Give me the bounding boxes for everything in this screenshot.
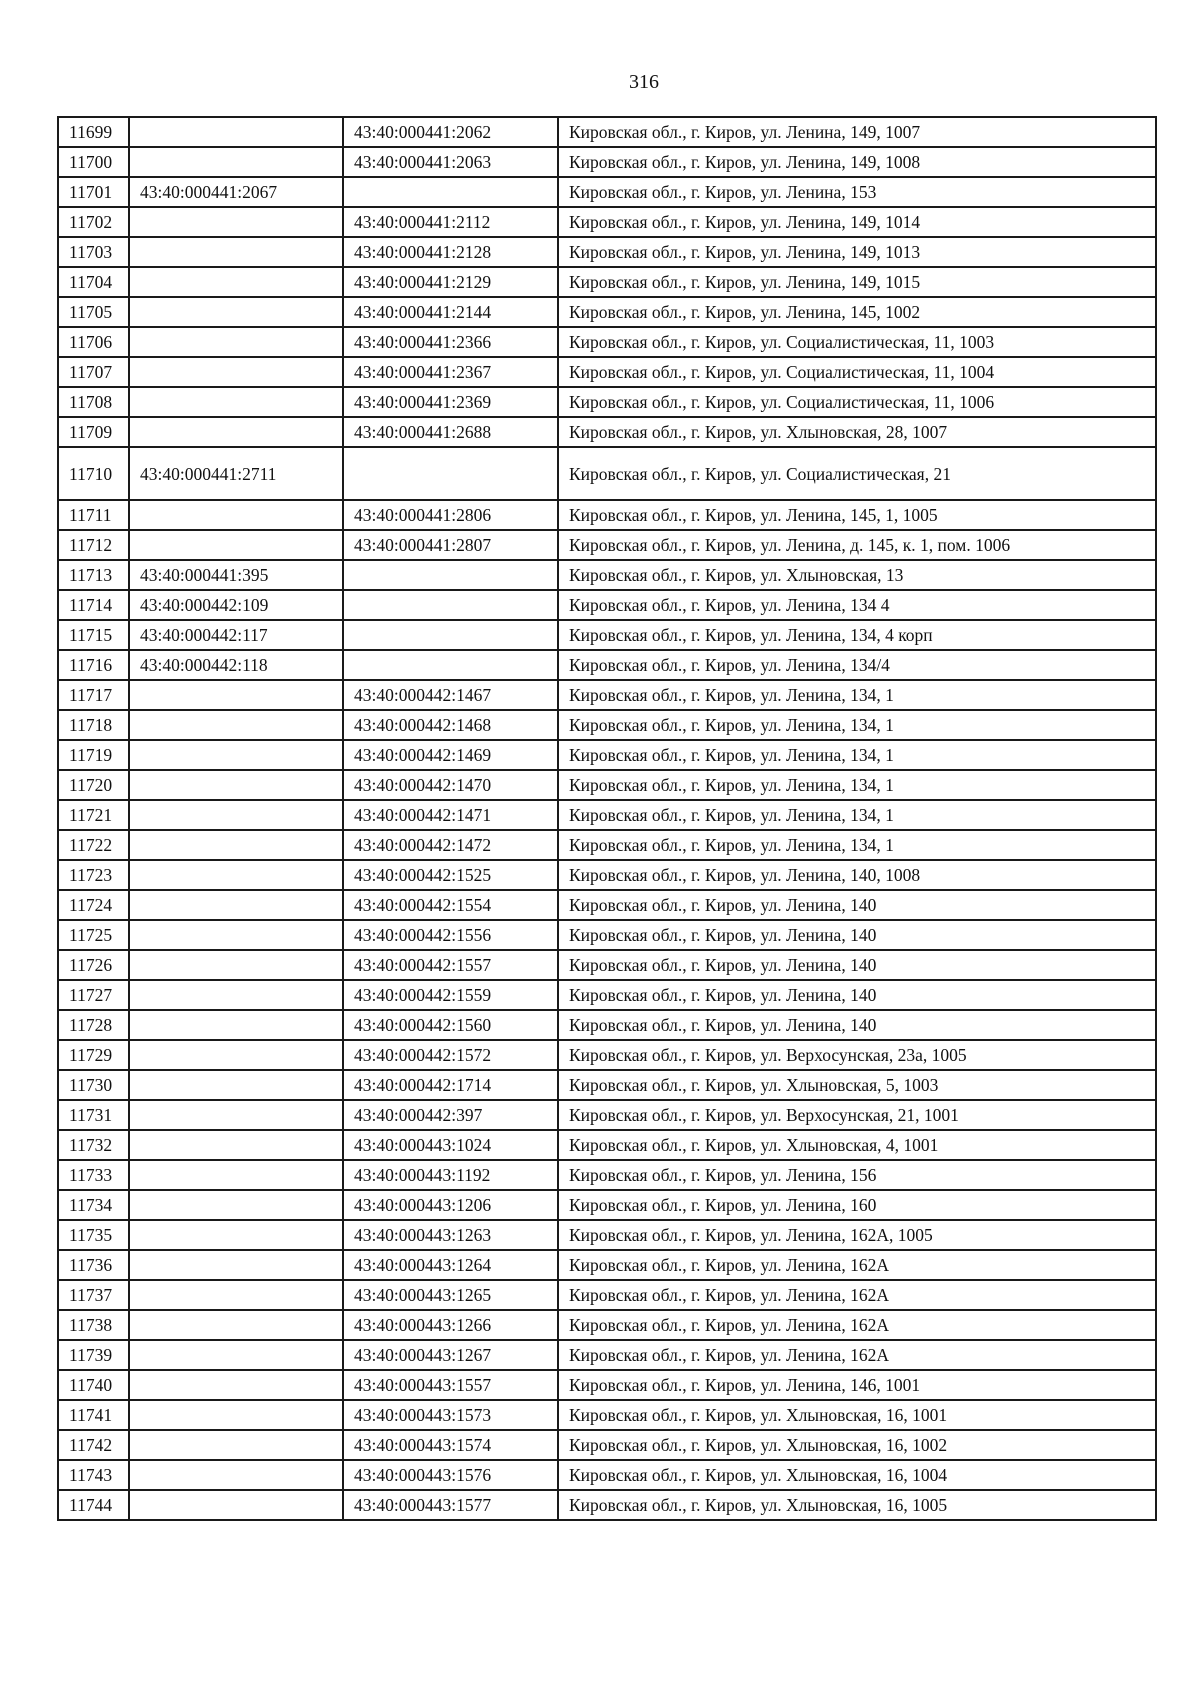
cell-cadastral-land	[129, 500, 343, 530]
cell-address: Кировская обл., г. Киров, ул. Ленина, 134, 1	[558, 680, 1156, 710]
cell-cadastral-land	[129, 1280, 343, 1310]
cell-address: Кировская обл., г. Киров, ул. Ленина, 149, 1008	[558, 147, 1156, 177]
table-row	[58, 1400, 1156, 1430]
table-row	[58, 1490, 1156, 1520]
table-row	[58, 710, 1156, 740]
table-row	[58, 1430, 1156, 1460]
cell-address: Кировская обл., г. Киров, ул. Ленина, 140	[558, 920, 1156, 950]
cell-cadastral-land	[129, 1010, 343, 1040]
cell-cadastral-land	[129, 237, 343, 267]
cell-address: Кировская обл., г. Киров, ул. Социалистическая, 11, 1006	[558, 387, 1156, 417]
cell-number: 11729	[58, 1040, 129, 1070]
cell-cadastral-object: 43:40:000442:1714	[343, 1070, 558, 1100]
cell-cadastral-object: 43:40:000443:1573	[343, 1400, 558, 1430]
cell-address: Кировская обл., г. Киров, ул. Ленина, 153	[558, 177, 1156, 207]
cell-address: Кировская обл., г. Киров, ул. Ленина, 162А	[558, 1310, 1156, 1340]
cell-cadastral-object: 43:40:000441:2063	[343, 147, 558, 177]
table-row	[58, 890, 1156, 920]
cell-cadastral-object: 43:40:000442:1470	[343, 770, 558, 800]
cell-cadastral-land	[129, 860, 343, 890]
cell-cadastral-land: 43:40:000441:2711	[129, 447, 343, 500]
cell-cadastral-land: 43:40:000442:109	[129, 590, 343, 620]
table-row	[58, 117, 1156, 147]
cell-number: 11711	[58, 500, 129, 530]
cell-address: Кировская обл., г. Киров, ул. Верхосунская, 23а, 1005	[558, 1040, 1156, 1070]
table-row	[58, 680, 1156, 710]
cell-number: 11732	[58, 1130, 129, 1160]
cell-cadastral-object: 43:40:000443:1024	[343, 1130, 558, 1160]
cell-cadastral-object: 43:40:000442:1557	[343, 950, 558, 980]
cell-cadastral-object: 43:40:000443:1263	[343, 1220, 558, 1250]
cell-number: 11738	[58, 1310, 129, 1340]
cell-number: 11710	[58, 447, 129, 500]
cell-address: Кировская обл., г. Киров, ул. Ленина, 162А	[558, 1340, 1156, 1370]
cell-address: Кировская обл., г. Киров, ул. Ленина, 149, 1014	[558, 207, 1156, 237]
cell-address: Кировская обл., г. Киров, ул. Хлыновская, 16, 1002	[558, 1430, 1156, 1460]
cell-number: 11707	[58, 357, 129, 387]
cell-cadastral-object: 43:40:000442:1554	[343, 890, 558, 920]
table-row	[58, 1130, 1156, 1160]
table-row	[58, 1280, 1156, 1310]
cell-address: Кировская обл., г. Киров, ул. Ленина, 134, 1	[558, 800, 1156, 830]
cell-cadastral-land	[129, 1340, 343, 1370]
cell-cadastral-object: 43:40:000443:1267	[343, 1340, 558, 1370]
cell-cadastral-land	[129, 530, 343, 560]
cell-address: Кировская обл., г. Киров, ул. Ленина, д. 145, к. 1, пом. 1006	[558, 530, 1156, 560]
cell-number: 11708	[58, 387, 129, 417]
cell-address: Кировская обл., г. Киров, ул. Хлыновская, 28, 1007	[558, 417, 1156, 447]
property-table-body	[58, 117, 1156, 1520]
cell-cadastral-object: 43:40:000442:397	[343, 1100, 558, 1130]
cell-number: 11726	[58, 950, 129, 980]
cell-address: Кировская обл., г. Киров, ул. Ленина, 162А	[558, 1250, 1156, 1280]
cell-cadastral-object: 43:40:000442:1472	[343, 830, 558, 860]
cell-cadastral-land	[129, 710, 343, 740]
cell-cadastral-land	[129, 117, 343, 147]
table-row	[58, 830, 1156, 860]
cell-number: 11705	[58, 297, 129, 327]
cell-cadastral-object: 43:40:000441:2366	[343, 327, 558, 357]
cell-address: Кировская обл., г. Киров, ул. Ленина, 160	[558, 1190, 1156, 1220]
cell-cadastral-land	[129, 980, 343, 1010]
cell-number: 11712	[58, 530, 129, 560]
cell-cadastral-object: 43:40:000441:2806	[343, 500, 558, 530]
table-row	[58, 1190, 1156, 1220]
cell-address: Кировская обл., г. Киров, ул. Ленина, 145, 1002	[558, 297, 1156, 327]
cell-address: Кировская обл., г. Киров, ул. Верхосунская, 21, 1001	[558, 1100, 1156, 1130]
cell-cadastral-land	[129, 1040, 343, 1070]
cell-number: 11731	[58, 1100, 129, 1130]
cell-number: 11736	[58, 1250, 129, 1280]
table-row	[58, 740, 1156, 770]
cell-cadastral-land	[129, 1190, 343, 1220]
cell-cadastral-object: 43:40:000443:1574	[343, 1430, 558, 1460]
cell-number: 11721	[58, 800, 129, 830]
cell-cadastral-land	[129, 387, 343, 417]
table-row	[58, 800, 1156, 830]
cell-cadastral-object: 43:40:000443:1264	[343, 1250, 558, 1280]
cell-address: Кировская обл., г. Киров, ул. Ленина, 149, 1007	[558, 117, 1156, 147]
cell-cadastral-land	[129, 920, 343, 950]
cell-cadastral-object	[343, 177, 558, 207]
cell-cadastral-object: 43:40:000442:1525	[343, 860, 558, 890]
cell-number: 11727	[58, 980, 129, 1010]
cell-number: 11700	[58, 147, 129, 177]
cell-cadastral-land	[129, 417, 343, 447]
cell-cadastral-land	[129, 1220, 343, 1250]
cell-cadastral-land	[129, 950, 343, 980]
cell-cadastral-object: 43:40:000442:1556	[343, 920, 558, 950]
cell-number: 11725	[58, 920, 129, 950]
cell-number: 11718	[58, 710, 129, 740]
cell-address: Кировская обл., г. Киров, ул. Ленина, 134/4	[558, 650, 1156, 680]
table-row	[58, 267, 1156, 297]
table-row	[58, 650, 1156, 680]
cell-number: 11716	[58, 650, 129, 680]
cell-address: Кировская обл., г. Киров, ул. Ленина, 140	[558, 950, 1156, 980]
table-row	[58, 297, 1156, 327]
cell-address: Кировская обл., г. Киров, ул. Ленина, 162А, 1005	[558, 1220, 1156, 1250]
cell-cadastral-land	[129, 147, 343, 177]
cell-cadastral-land	[129, 267, 343, 297]
table-row	[58, 920, 1156, 950]
cell-address: Кировская обл., г. Киров, ул. Ленина, 140	[558, 890, 1156, 920]
cell-cadastral-land: 43:40:000442:118	[129, 650, 343, 680]
cell-cadastral-land	[129, 1370, 343, 1400]
cell-number: 11714	[58, 590, 129, 620]
cell-cadastral-object: 43:40:000443:1192	[343, 1160, 558, 1190]
cell-cadastral-object: 43:40:000441:2807	[343, 530, 558, 560]
table-row	[58, 447, 1156, 500]
cell-cadastral-object	[343, 650, 558, 680]
cell-number: 11702	[58, 207, 129, 237]
cell-number: 11728	[58, 1010, 129, 1040]
cell-address: Кировская обл., г. Киров, ул. Ленина, 149, 1013	[558, 237, 1156, 267]
cell-address: Кировская обл., г. Киров, ул. Ленина, 149, 1015	[558, 267, 1156, 297]
property-table	[57, 116, 1157, 1521]
cell-cadastral-land	[129, 327, 343, 357]
cell-cadastral-land	[129, 1490, 343, 1520]
cell-cadastral-land	[129, 830, 343, 860]
table-row	[58, 770, 1156, 800]
cell-address: Кировская обл., г. Киров, ул. Хлыновская, 16, 1004	[558, 1460, 1156, 1490]
cell-address: Кировская обл., г. Киров, ул. Хлыновская, 16, 1005	[558, 1490, 1156, 1520]
cell-cadastral-object: 43:40:000443:1576	[343, 1460, 558, 1490]
cell-cadastral-object: 43:40:000442:1468	[343, 710, 558, 740]
cell-cadastral-object: 43:40:000441:2062	[343, 117, 558, 147]
cell-cadastral-object: 43:40:000441:2129	[343, 267, 558, 297]
cell-cadastral-object: 43:40:000442:1467	[343, 680, 558, 710]
cell-cadastral-object: 43:40:000443:1266	[343, 1310, 558, 1340]
cell-number: 11740	[58, 1370, 129, 1400]
cell-number: 11704	[58, 267, 129, 297]
table-row	[58, 357, 1156, 387]
cell-address: Кировская обл., г. Киров, ул. Ленина, 134, 1	[558, 710, 1156, 740]
cell-number: 11734	[58, 1190, 129, 1220]
cell-number: 11733	[58, 1160, 129, 1190]
table-row	[58, 590, 1156, 620]
table-row	[58, 1070, 1156, 1100]
cell-number: 11739	[58, 1340, 129, 1370]
cell-cadastral-land	[129, 680, 343, 710]
table-row	[58, 560, 1156, 590]
cell-cadastral-land	[129, 1070, 343, 1100]
cell-cadastral-land	[129, 1100, 343, 1130]
cell-number: 11743	[58, 1460, 129, 1490]
cell-cadastral-land	[129, 207, 343, 237]
cell-number: 11742	[58, 1430, 129, 1460]
cell-cadastral-object: 43:40:000441:2144	[343, 297, 558, 327]
cell-number: 11744	[58, 1490, 129, 1520]
table-row	[58, 1340, 1156, 1370]
cell-number: 11701	[58, 177, 129, 207]
cell-cadastral-object	[343, 620, 558, 650]
table-row	[58, 417, 1156, 447]
cell-cadastral-land	[129, 357, 343, 387]
cell-address: Кировская обл., г. Киров, ул. Социалистическая, 11, 1003	[558, 327, 1156, 357]
table-row	[58, 1250, 1156, 1280]
cell-number: 11699	[58, 117, 129, 147]
table-row	[58, 1040, 1156, 1070]
cell-cadastral-object: 43:40:000443:1265	[343, 1280, 558, 1310]
cell-cadastral-land	[129, 1160, 343, 1190]
cell-cadastral-object: 43:40:000442:1469	[343, 740, 558, 770]
table-row	[58, 1370, 1156, 1400]
table-row	[58, 500, 1156, 530]
cell-cadastral-land	[129, 1310, 343, 1340]
cell-cadastral-object: 43:40:000442:1560	[343, 1010, 558, 1040]
cell-number: 11717	[58, 680, 129, 710]
cell-address: Кировская обл., г. Киров, ул. Ленина, 145, 1, 1005	[558, 500, 1156, 530]
cell-number: 11735	[58, 1220, 129, 1250]
table-row	[58, 327, 1156, 357]
cell-address: Кировская обл., г. Киров, ул. Ленина, 140	[558, 1010, 1156, 1040]
cell-cadastral-object: 43:40:000441:2128	[343, 237, 558, 267]
table-row	[58, 147, 1156, 177]
cell-number: 11737	[58, 1280, 129, 1310]
cell-number: 11722	[58, 830, 129, 860]
cell-number: 11720	[58, 770, 129, 800]
cell-cadastral-object: 43:40:000442:1471	[343, 800, 558, 830]
table-row	[58, 620, 1156, 650]
cell-cadastral-object: 43:40:000441:2688	[343, 417, 558, 447]
cell-cadastral-land	[129, 800, 343, 830]
cell-number: 11724	[58, 890, 129, 920]
cell-address: Кировская обл., г. Киров, ул. Социалистическая, 21	[558, 447, 1156, 500]
cell-cadastral-object: 43:40:000443:1577	[343, 1490, 558, 1520]
cell-number: 11730	[58, 1070, 129, 1100]
cell-cadastral-object: 43:40:000441:2112	[343, 207, 558, 237]
cell-cadastral-land: 43:40:000442:117	[129, 620, 343, 650]
cell-cadastral-land	[129, 890, 343, 920]
cell-number: 11709	[58, 417, 129, 447]
cell-address: Кировская обл., г. Киров, ул. Ленина, 134 4	[558, 590, 1156, 620]
cell-cadastral-object: 43:40:000443:1557	[343, 1370, 558, 1400]
cell-address: Кировская обл., г. Киров, ул. Ленина, 140	[558, 980, 1156, 1010]
cell-cadastral-land	[129, 1430, 343, 1460]
cell-cadastral-land	[129, 770, 343, 800]
cell-cadastral-object: 43:40:000441:2367	[343, 357, 558, 387]
page-number: 316	[629, 71, 659, 93]
cell-address: Кировская обл., г. Киров, ул. Ленина, 134, 1	[558, 740, 1156, 770]
table-row	[58, 1220, 1156, 1250]
cell-address: Кировская обл., г. Киров, ул. Хлыновская, 16, 1001	[558, 1400, 1156, 1430]
cell-cadastral-object	[343, 560, 558, 590]
cell-number: 11706	[58, 327, 129, 357]
cell-cadastral-object: 43:40:000441:2369	[343, 387, 558, 417]
cell-address: Кировская обл., г. Киров, ул. Ленина, 162А	[558, 1280, 1156, 1310]
cell-address: Кировская обл., г. Киров, ул. Ленина, 156	[558, 1160, 1156, 1190]
cell-number: 11741	[58, 1400, 129, 1430]
cell-cadastral-object: 43:40:000442:1559	[343, 980, 558, 1010]
cell-cadastral-object	[343, 590, 558, 620]
cell-address: Кировская обл., г. Киров, ул. Хлыновская, 13	[558, 560, 1156, 590]
cell-cadastral-land	[129, 297, 343, 327]
table-row	[58, 207, 1156, 237]
cell-address: Кировская обл., г. Киров, ул. Ленина, 140, 1008	[558, 860, 1156, 890]
cell-address: Кировская обл., г. Киров, ул. Хлыновская, 4, 1001	[558, 1130, 1156, 1160]
cell-address: Кировская обл., г. Киров, ул. Ленина, 134, 1	[558, 770, 1156, 800]
table-row	[58, 980, 1156, 1010]
cell-cadastral-land	[129, 740, 343, 770]
cell-address: Кировская обл., г. Киров, ул. Ленина, 146, 1001	[558, 1370, 1156, 1400]
cell-cadastral-object: 43:40:000442:1572	[343, 1040, 558, 1070]
cell-cadastral-land: 43:40:000441:395	[129, 560, 343, 590]
table-row	[58, 1160, 1156, 1190]
cell-cadastral-land: 43:40:000441:2067	[129, 177, 343, 207]
cell-address: Кировская обл., г. Киров, ул. Ленина, 134, 4 корп	[558, 620, 1156, 650]
table-row	[58, 1310, 1156, 1340]
table-row	[58, 177, 1156, 207]
cell-number: 11713	[58, 560, 129, 590]
table-row	[58, 1460, 1156, 1490]
table-row	[58, 1010, 1156, 1040]
cell-address: Кировская обл., г. Киров, ул. Хлыновская, 5, 1003	[558, 1070, 1156, 1100]
table-row	[58, 237, 1156, 267]
cell-cadastral-land	[129, 1130, 343, 1160]
cell-number: 11723	[58, 860, 129, 890]
cell-number: 11715	[58, 620, 129, 650]
table-row	[58, 530, 1156, 560]
cell-number: 11703	[58, 237, 129, 267]
cell-cadastral-land	[129, 1460, 343, 1490]
cell-address: Кировская обл., г. Киров, ул. Социалистическая, 11, 1004	[558, 357, 1156, 387]
cell-cadastral-object: 43:40:000443:1206	[343, 1190, 558, 1220]
cell-number: 11719	[58, 740, 129, 770]
cell-cadastral-land	[129, 1400, 343, 1430]
cell-address: Кировская обл., г. Киров, ул. Ленина, 134, 1	[558, 830, 1156, 860]
cell-cadastral-object	[343, 447, 558, 500]
table-row	[58, 950, 1156, 980]
cell-cadastral-land	[129, 1250, 343, 1280]
table-row	[58, 1100, 1156, 1130]
table-row	[58, 387, 1156, 417]
table-row	[58, 860, 1156, 890]
